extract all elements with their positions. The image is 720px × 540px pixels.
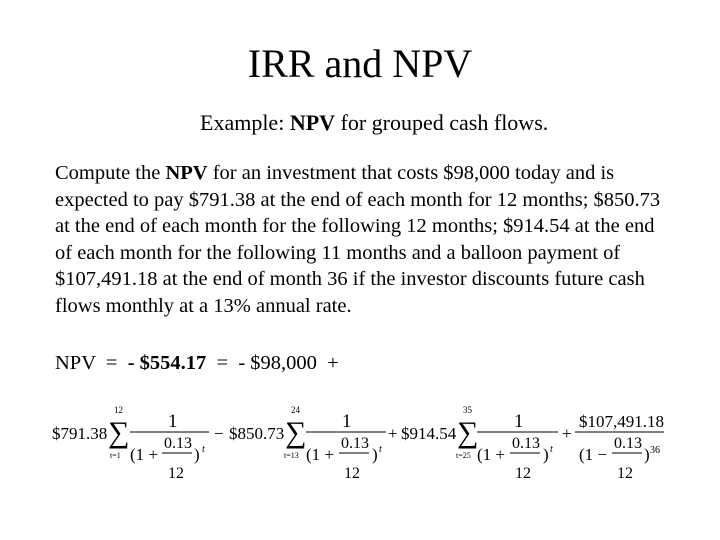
- term1-coef: $791.38: [52, 424, 108, 443]
- term1-upper: 12: [114, 405, 123, 415]
- term2-lower: t=13: [284, 451, 299, 460]
- term2-exp: t: [379, 444, 382, 455]
- subtitle-suffix: for grouped cash flows.: [335, 110, 549, 135]
- term2-paren-open: (1 +: [306, 445, 334, 464]
- slide-title: IRR and NPV: [247, 41, 473, 86]
- term3-coef: $914.54: [401, 424, 457, 443]
- term2-paren-close: ): [372, 445, 378, 464]
- problem-statement: [55, 160, 675, 319]
- term4-exp: 36: [650, 445, 660, 456]
- operator-plus-2: +: [562, 424, 572, 443]
- term2-rate: 0.13: [341, 435, 369, 452]
- subtitle-bold: NPV: [289, 110, 336, 135]
- npv-result-line: [55, 352, 339, 375]
- term1-sigma: ∑: [108, 416, 130, 449]
- term2-den: 12: [344, 465, 360, 482]
- example-subtitle: [200, 110, 548, 136]
- term3-paren-close: ): [543, 445, 549, 464]
- problem-lead: Compute the: [55, 162, 166, 184]
- term3-sigma: ∑: [457, 416, 479, 449]
- term3-num: 1: [514, 411, 524, 432]
- term2-upper: 24: [291, 405, 300, 415]
- npv-value: - $554.17: [127, 352, 207, 374]
- term1-rate: 0.13: [164, 435, 192, 452]
- term3-lower: t=25: [456, 451, 471, 460]
- npv-lead: NPV =: [55, 352, 128, 374]
- term3-paren-open: (1 +: [477, 445, 505, 464]
- term4-paren-open: (1 −: [579, 445, 607, 464]
- npv-rest: = - $98,000 +: [206, 352, 339, 374]
- operator-minus: −: [214, 424, 224, 443]
- problem-rest: for an investment that costs $98,000 today and is expected to pay $791.38 at the end of each month for 12 months; $850.73 at the end of each month for the following 12 months; $914.54 at the end of each month for the following 11 months and a balloon payment of $107,491.18 at the end of month 36 if the investor discounts future cash flows monthly at a 13% annual rate.: [55, 162, 661, 317]
- problem-bold: NPV: [165, 162, 208, 184]
- formula-svg: [52, 402, 672, 488]
- term3-upper: 35: [463, 405, 472, 415]
- term4-rate: 0.13: [614, 435, 642, 452]
- term3-exp: t: [550, 444, 553, 455]
- term1-paren-open: (1 +: [130, 445, 158, 464]
- term2-coef: $850.73: [229, 424, 285, 443]
- subtitle-prefix: Example:: [200, 110, 290, 135]
- term4-den: 12: [617, 465, 633, 482]
- term4-paren-close: ): [644, 445, 650, 464]
- term4-num: $107,491.18: [579, 412, 664, 431]
- term2-num: 1: [342, 411, 352, 432]
- npv-formula: [52, 402, 672, 493]
- term1-num: 1: [168, 411, 178, 432]
- term3-rate: 0.13: [512, 435, 540, 452]
- term1-den: 12: [168, 465, 184, 482]
- operator-plus-1: +: [388, 424, 398, 443]
- term1-exp: t: [202, 444, 205, 455]
- term2-sigma: ∑: [285, 416, 307, 449]
- term1-paren-close: ): [194, 445, 200, 464]
- term3-den: 12: [515, 465, 531, 482]
- term1-lower: t=1: [110, 451, 121, 460]
